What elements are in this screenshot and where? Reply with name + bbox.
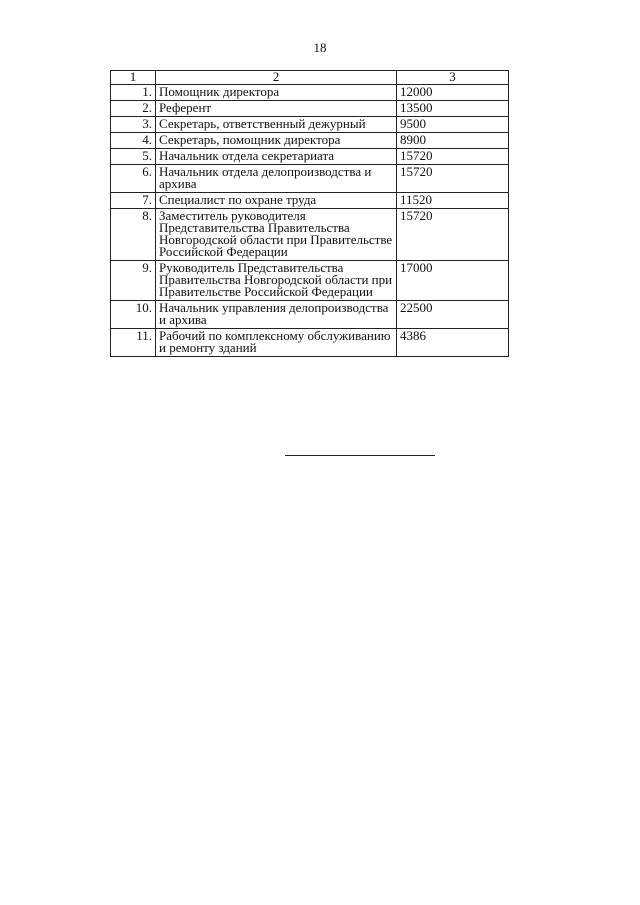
- position-title: Секретарь, ответственный дежурный: [156, 117, 397, 133]
- row-number: 3.: [111, 117, 156, 133]
- table-row: [111, 85, 509, 101]
- closing-rule-line: [285, 455, 435, 456]
- position-title: Заместитель руководителя Представительства Правительства Новгородской области при Правительстве Российской Федерации: [156, 209, 397, 261]
- column-header-position: 2: [156, 71, 397, 85]
- salary-value: 11520: [397, 193, 509, 209]
- position-title: Начальник отдела секретариата: [156, 149, 397, 165]
- table-row: [111, 329, 509, 357]
- salary-value: 15720: [397, 209, 509, 261]
- salary-value: 8900: [397, 133, 509, 149]
- row-number: 5.: [111, 149, 156, 165]
- salary-value: 4386: [397, 329, 509, 357]
- page-number: 18: [313, 40, 327, 55]
- salary-value: 15720: [397, 165, 509, 193]
- salary-value: 17000: [397, 261, 509, 301]
- column-header-number: 1: [111, 71, 156, 85]
- column-header-salary: 3: [397, 71, 509, 85]
- table-row: [111, 117, 509, 133]
- position-title: Начальник отдела делопроизводства и архива: [156, 165, 397, 193]
- row-number: 10.: [111, 301, 156, 329]
- position-title: Секретарь, помощник директора: [156, 133, 397, 149]
- salary-table: [110, 70, 509, 357]
- row-number: 6.: [111, 165, 156, 193]
- row-number: 7.: [111, 193, 156, 209]
- salary-value: 13500: [397, 101, 509, 117]
- position-title: Специалист по охране труда: [156, 193, 397, 209]
- row-number: 4.: [111, 133, 156, 149]
- row-number: 9.: [111, 261, 156, 301]
- position-title: Референт: [156, 101, 397, 117]
- table-header-row: [111, 71, 509, 85]
- table-row: [111, 301, 509, 329]
- salary-value: 9500: [397, 117, 509, 133]
- position-title: Рабочий по комплексному обслуживанию и ремонту зданий: [156, 329, 397, 357]
- row-number: 11.: [111, 329, 156, 357]
- salary-value: 12000: [397, 85, 509, 101]
- position-title: Начальник управления делопроизводства и архива: [156, 301, 397, 329]
- table-row: [111, 149, 509, 165]
- row-number: 1.: [111, 85, 156, 101]
- table-row: [111, 101, 509, 117]
- table-row: [111, 209, 509, 261]
- salary-value: 15720: [397, 149, 509, 165]
- table-row: [111, 193, 509, 209]
- table-row: [111, 261, 509, 301]
- salary-value: 22500: [397, 301, 509, 329]
- table-row: [111, 165, 509, 193]
- table-row: [111, 133, 509, 149]
- position-title: Руководитель Представительства Правительства Новгородской области при Правительстве Российской Федерации: [156, 261, 397, 301]
- row-number: 8.: [111, 209, 156, 261]
- position-title: Помощник директора: [156, 85, 397, 101]
- row-number: 2.: [111, 101, 156, 117]
